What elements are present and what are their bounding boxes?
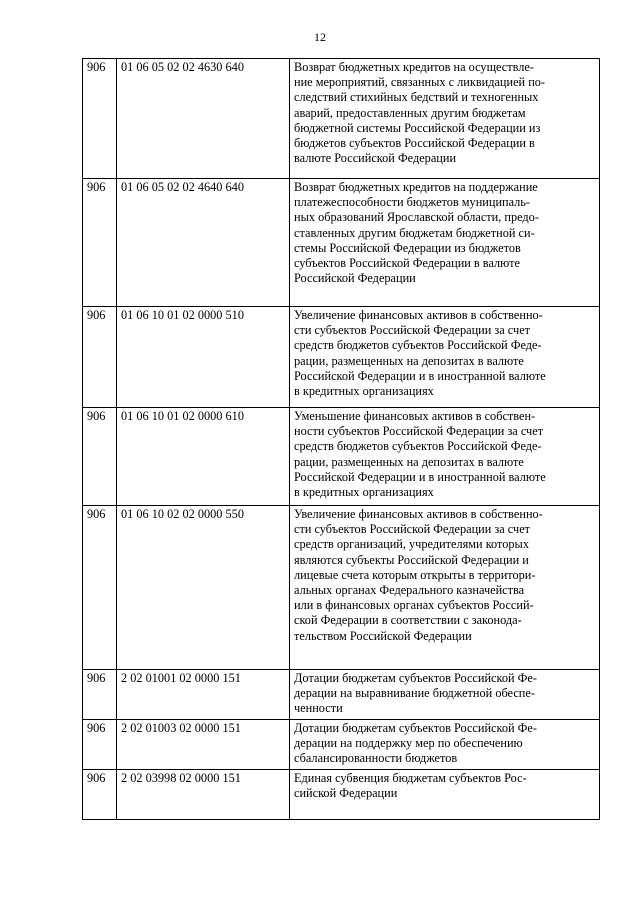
- description-line: средств бюджетов субъектов Российской Феде-: [294, 338, 542, 353]
- description-line: Уменьшение финансовых активов в собствен-: [294, 409, 536, 423]
- description-line: сийской Федерации: [294, 786, 398, 801]
- description-line: Российской Федерации и в иностранной валюте: [294, 469, 546, 484]
- description-line: сти субъектов Российской Федерации за счет: [294, 323, 531, 338]
- description-line: субъектов Российской Федерации в валюте: [294, 256, 521, 271]
- description-line: ности субъектов Российской Федерации за счет: [294, 424, 544, 439]
- description-line: Возврат бюджетных кредитов на осуществле-: [294, 60, 534, 74]
- description-cell: [290, 179, 600, 307]
- admin-code-cell: 906: [83, 408, 117, 506]
- description-line: Единая субвенция бюджетам субъектов Рос-: [294, 771, 527, 785]
- description-line: стемы Российской Федерации из бюджетов: [294, 240, 521, 255]
- classification-code-cell: 01 06 10 01 02 0000 510: [117, 307, 290, 408]
- description-line: Российской Федерации: [294, 271, 416, 286]
- table-row: [83, 770, 600, 820]
- description-line: Российской Федерации и в иностранной валюте: [294, 368, 546, 383]
- description-line: дерации на выравнивание бюджетной обеспе-: [294, 686, 535, 701]
- admin-code-cell: 906: [83, 720, 117, 770]
- description-line: ние мероприятий, связанных с ликвидацией по-: [294, 75, 546, 90]
- description-line: следствий стихийных бедствий и техногенных: [294, 90, 539, 105]
- description-cell: [290, 720, 600, 770]
- description-line: в кредитных организациях: [294, 384, 434, 399]
- classification-code-cell: 01 06 05 02 02 4640 640: [117, 179, 290, 307]
- description-line: средств организаций, учредителями которых: [294, 537, 529, 552]
- description-line: Увеличение финансовых активов в собственно-: [294, 308, 543, 322]
- classification-code-cell: 01 06 10 02 02 0000 550: [117, 506, 290, 670]
- table-row: [83, 179, 600, 307]
- classification-code-cell: 01 06 10 01 02 0000 610: [117, 408, 290, 506]
- description-cell: [290, 770, 600, 820]
- table-row: [83, 506, 600, 670]
- admin-code-cell: 906: [83, 670, 117, 720]
- description-line: тельством Российской Федерации: [294, 628, 472, 643]
- description-line: сбалансированности бюджетов: [294, 751, 458, 766]
- description-line: рации, размещенных на депозитах в валюте: [294, 454, 524, 469]
- description-line: средств бюджетов субъектов Российской Феде-: [294, 439, 542, 454]
- description-line: бюджетов субъектов Российской Федерации в: [294, 136, 535, 151]
- description-cell: [290, 307, 600, 408]
- description-line: сти субъектов Российской Федерации за счет: [294, 522, 531, 537]
- classification-code-cell: 2 02 03998 02 0000 151: [117, 770, 290, 820]
- description-line: дерации на поддержку мер по обеспечению: [294, 736, 523, 751]
- description-line: в кредитных организациях: [294, 485, 434, 500]
- admin-code-cell: 906: [83, 506, 117, 670]
- admin-code-cell: 906: [83, 307, 117, 408]
- table-row: [83, 59, 600, 179]
- page-number: 12: [314, 30, 326, 44]
- description-line: лицевые счета которым открыты в территори-: [294, 567, 536, 582]
- description-line: Увеличение финансовых активов в собственно-: [294, 507, 543, 521]
- description-line: Дотации бюджетам субъектов Российской Фе-: [294, 671, 537, 685]
- description-line: аварий, предоставленных другим бюджетам: [294, 105, 526, 120]
- description-line: валюте Российской Федерации: [294, 151, 457, 166]
- budget-classification-table: [82, 58, 600, 820]
- description-line: ставленных другим бюджетам бюджетной си-: [294, 225, 535, 240]
- description-cell: [290, 670, 600, 720]
- admin-code-cell: 906: [83, 770, 117, 820]
- description-line: Возврат бюджетных кредитов на поддержание: [294, 180, 538, 194]
- description-line: альных органах Федерального казначейства: [294, 583, 525, 598]
- classification-code-cell: 2 02 01001 02 0000 151: [117, 670, 290, 720]
- description-line: рации, размещенных на депозитах в валюте: [294, 353, 524, 368]
- table-row: [83, 408, 600, 506]
- description-line: являются субъекты Российской Федерации и: [294, 552, 529, 567]
- admin-code-cell: 906: [83, 59, 117, 179]
- table-row: [83, 670, 600, 720]
- description-cell: [290, 408, 600, 506]
- description-cell: [290, 506, 600, 670]
- description-line: платежеспособности бюджетов муниципаль-: [294, 195, 531, 210]
- table-row: [83, 307, 600, 408]
- classification-code-cell: 01 06 05 02 02 4630 640: [117, 59, 290, 179]
- table-row: [83, 720, 600, 770]
- description-line: ской Федерации в соответствии с законода-: [294, 613, 522, 628]
- description-line: или в финансовых органах субъектов Россий-: [294, 598, 534, 613]
- classification-code-cell: 2 02 01003 02 0000 151: [117, 720, 290, 770]
- description-cell: [290, 59, 600, 179]
- description-line: ных образований Ярославской области, предо-: [294, 210, 539, 225]
- description-line: бюджетной системы Российской Федерации из: [294, 120, 541, 135]
- admin-code-cell: 906: [83, 179, 117, 307]
- description-line: ченности: [294, 701, 343, 716]
- description-line: Дотации бюджетам субъектов Российской Фе-: [294, 721, 537, 735]
